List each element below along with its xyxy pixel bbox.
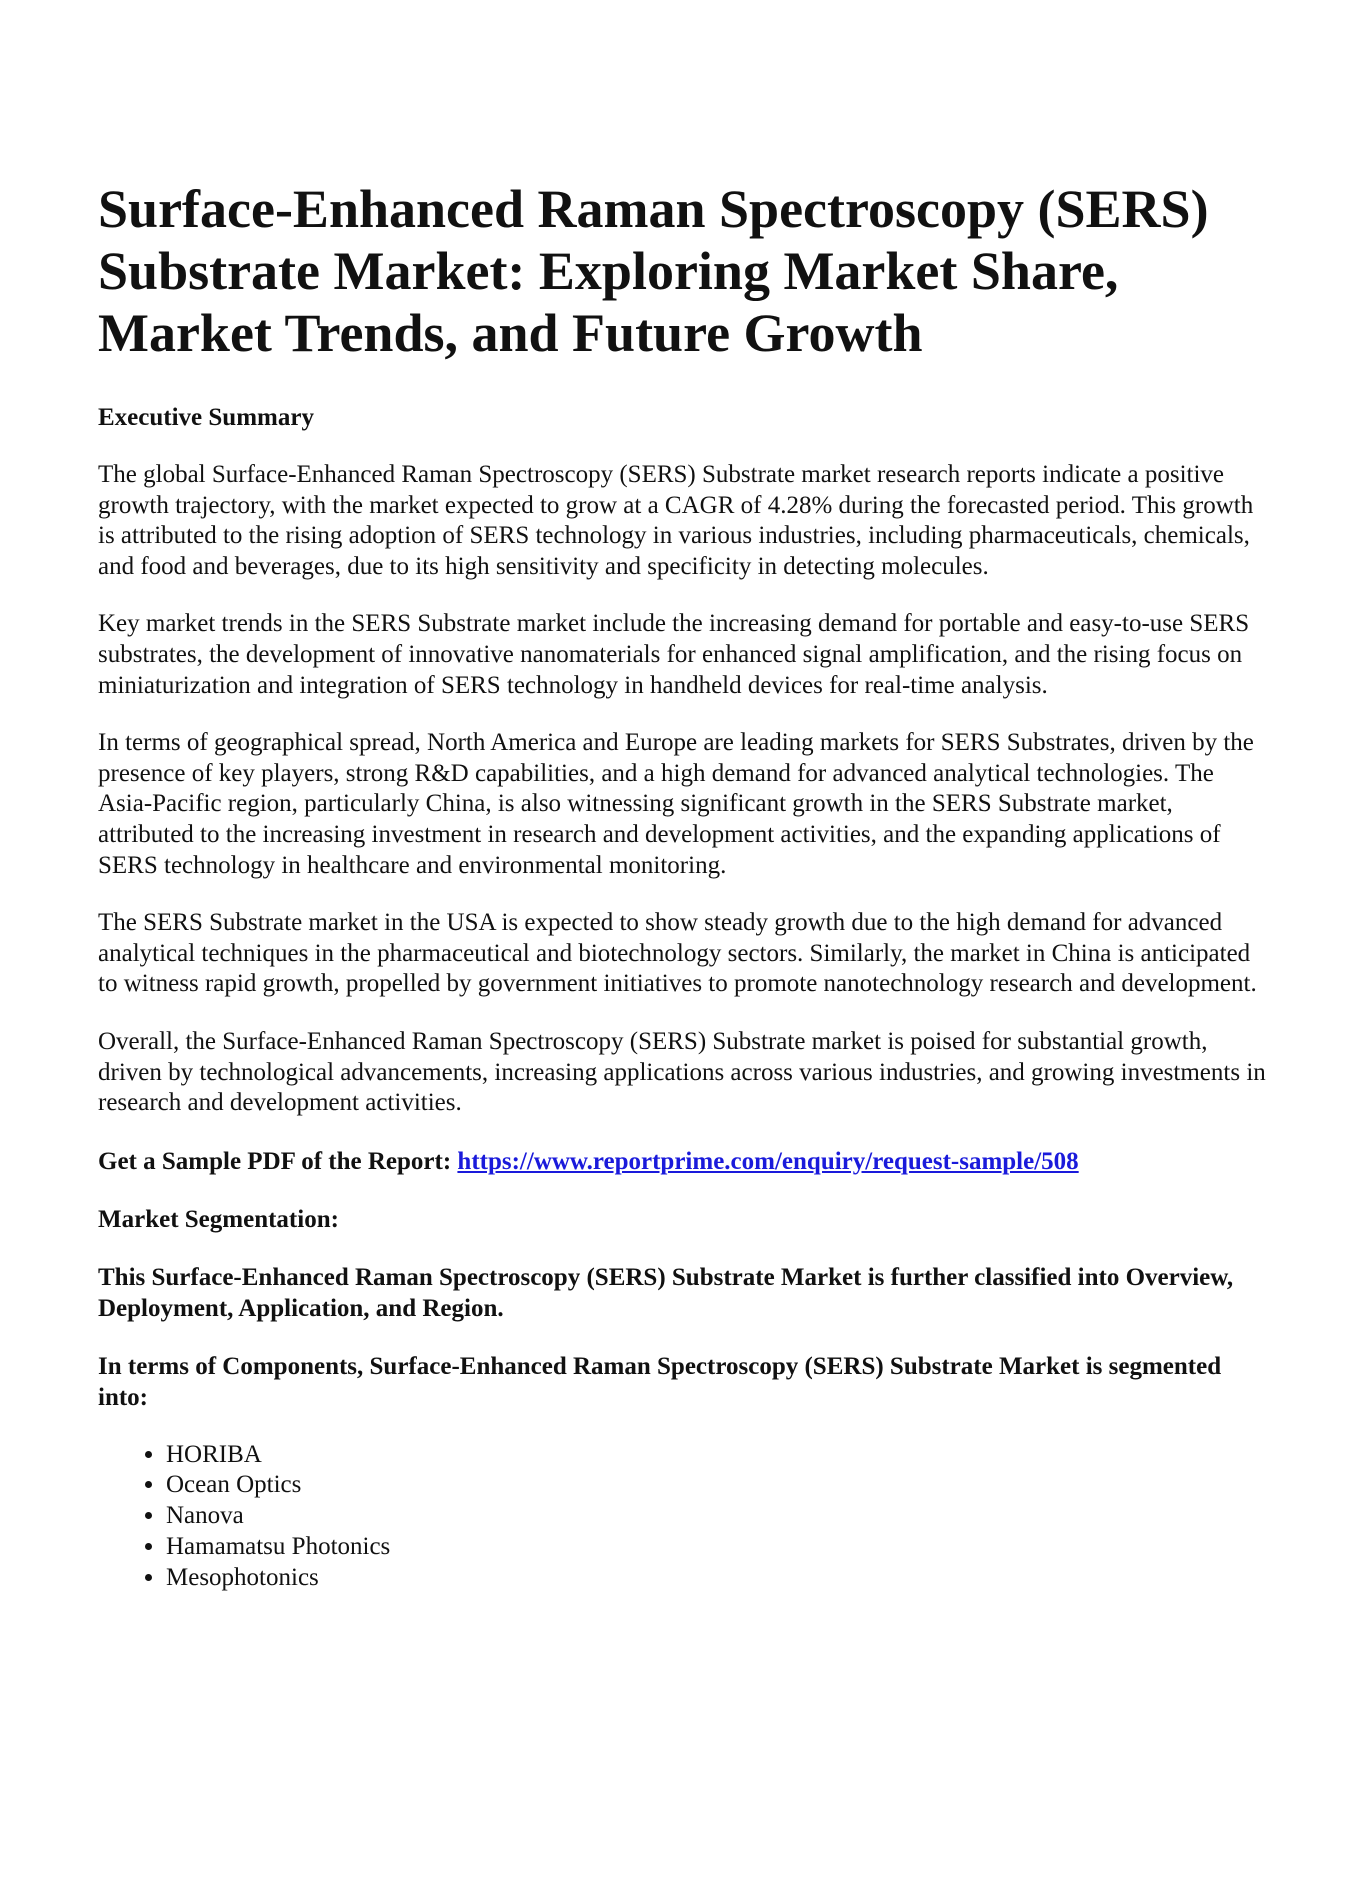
sample-pdf-line [98, 1146, 1268, 1177]
document-page [98, 178, 1268, 1594]
executive-summary-heading: Executive Summary [98, 404, 314, 431]
list-item-company: • Mesophotonics [166, 1563, 1268, 1594]
summary-paragraph-overall: Overall, the Surface-Enhanced Raman Spectroscopy (SERS) Substrate market is poised for substantial growth, driven by technological advancements, increasing applications across various industries, and growing investments in research and development activities. [98, 1027, 1266, 1117]
summary-paragraph-trends: Key market trends in the SERS Substrate market include the increasing demand for portable and easy-to-use SERS substrates, the development of innovative nanomaterials for enhanced signal amplification, and the rising focus on miniaturization and integration of SERS technology in handheld devices for real-time analysis. [98, 610, 1250, 699]
segmentation-classification-text: This Surface-Enhanced Raman Spectroscopy (SERS) Substrate Market is further classified into Overview, Deployment, Application, and Region. [98, 1263, 1234, 1322]
list-item-company: • Nanova [166, 1501, 1268, 1532]
document-title: Surface-Enhanced Raman Spectroscopy (SERS) Substrate Market: Exploring Market Share, Market Trends, and Future Growth [98, 179, 1209, 363]
summary-paragraph-usa-china: The SERS Substrate market in the USA is expected to show steady growth due to the high demand for advanced analytical techniques in the pharmaceutical and biotechnology sectors. Similarly, the market in China is anticipated to witness rapid growth, propelled by government initiatives to promote nanotechnology research and development. [98, 909, 1257, 998]
list-item-company: • Ocean Optics [166, 1470, 1268, 1501]
sample-pdf-link[interactable]: https://www.reportprime.com/enquiry/request-sample/508 [457, 1147, 1079, 1175]
list-item-company: • HORIBA [166, 1440, 1268, 1471]
summary-paragraph-geography: In terms of geographical spread, North America and Europe are leading markets for SERS Substrates, driven by the presence of key players, strong R&D capabilities, and a high demand for advanced analytical technologies. The Asia-Pacific region, particularly China, is also witnessing significant growth in the SERS Substrate market, attributed to the increasing investment in research and development activities, and the expanding applications of SERS technology in healthcare and environmental monitoring. [98, 729, 1254, 879]
components-heading: In terms of Components, Surface-Enhanced Raman Spectroscopy (SERS) Substrate Market is segmented into: [98, 1352, 1222, 1411]
company-list [98, 1440, 1268, 1594]
sample-pdf-label: Get a Sample PDF of the Report: [98, 1147, 458, 1175]
summary-paragraph-growth: The global Surface-Enhanced Raman Spectroscopy (SERS) Substrate market research reports indicate a positive growth trajectory, with the market expected to grow at a CAGR of 4.28% during the forecasted period. This growth is attributed to the rising adoption of SERS technology in various industries, including pharmaceuticals, chemicals, and food and beverages, due to its high sensitivity and specificity in detecting molecules. [98, 461, 1254, 580]
list-item-company: • Hamamatsu Photonics [166, 1532, 1268, 1563]
market-segmentation-heading: Market Segmentation: [98, 1205, 339, 1233]
